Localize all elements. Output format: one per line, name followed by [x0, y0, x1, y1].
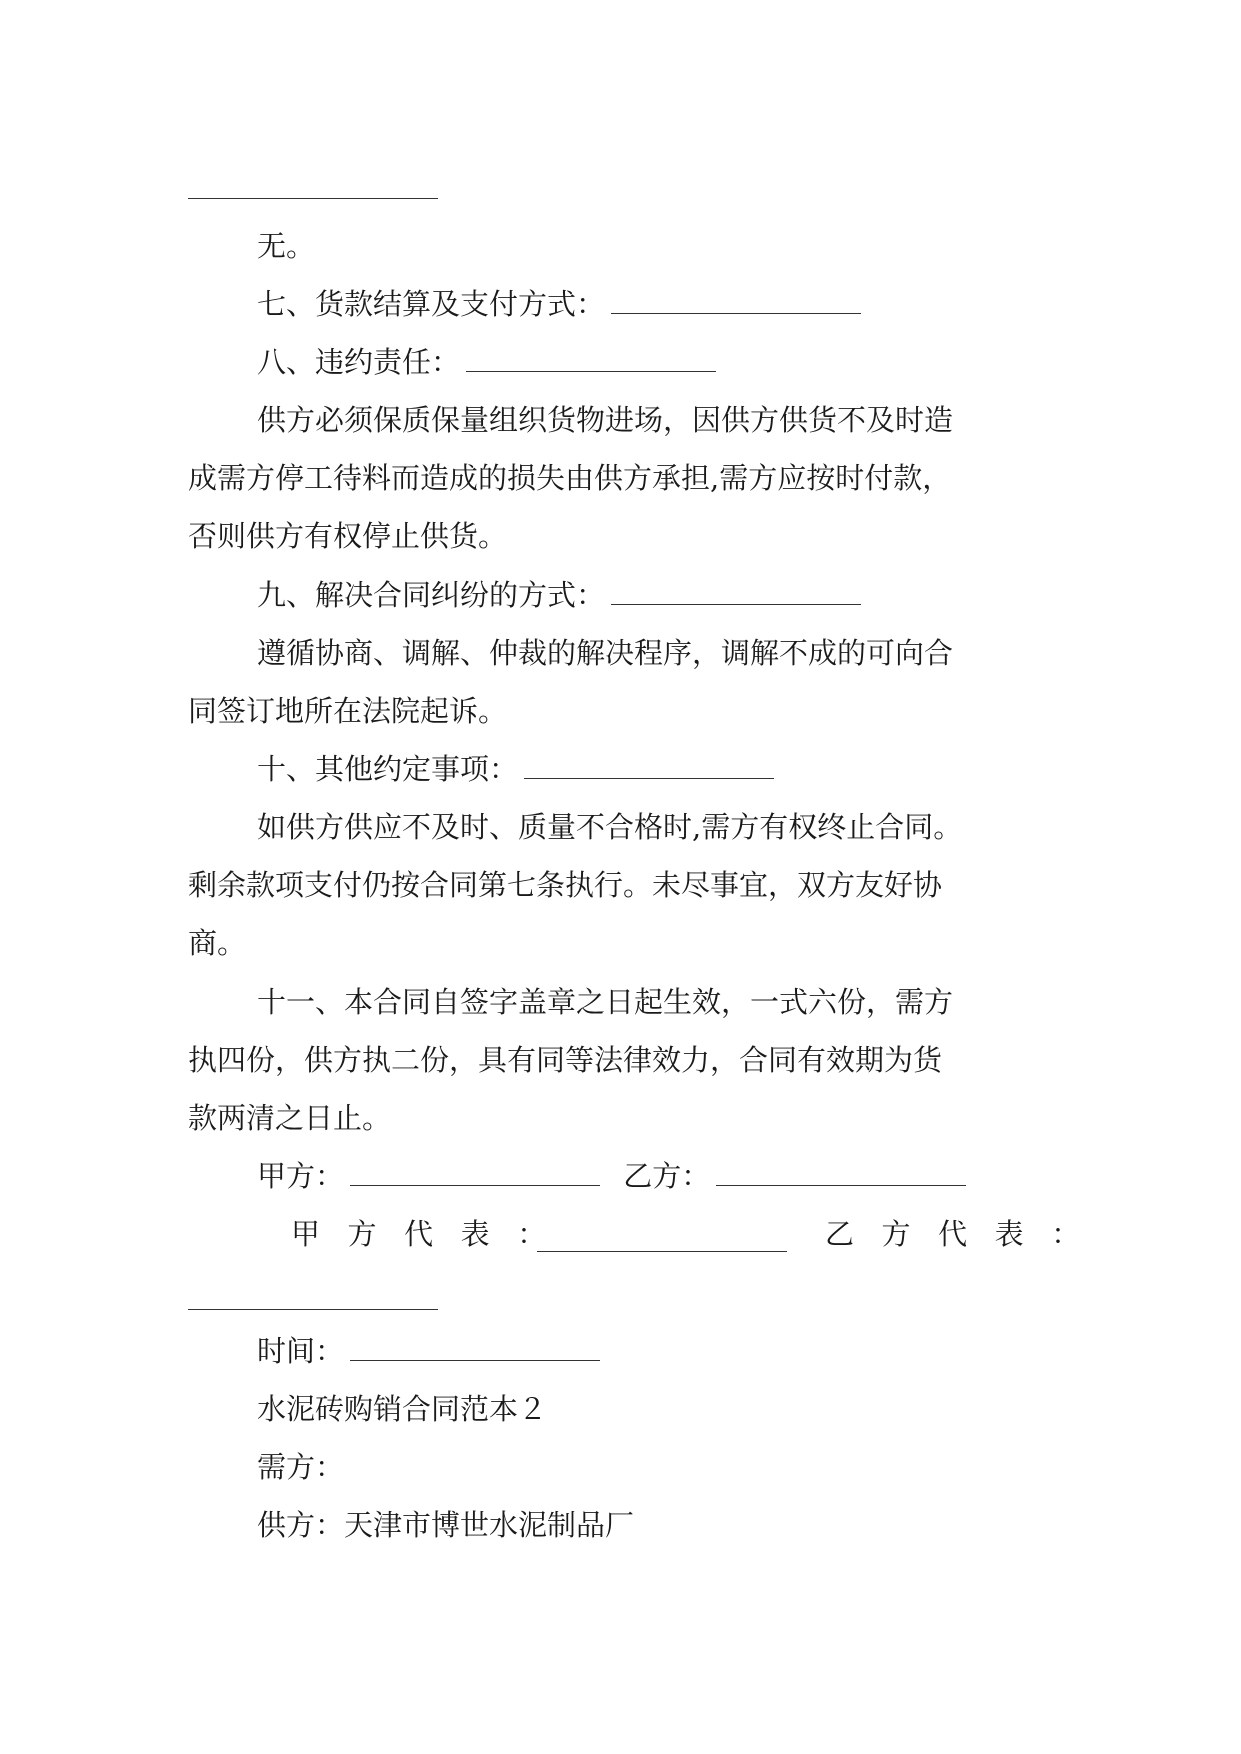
party-b-blank	[716, 1161, 966, 1186]
rep-b-label: 乙方代表：	[825, 1217, 1108, 1251]
para-4-line-2: 执四份，供方执二份，具有同等法律效力，合同有效期为货	[188, 1043, 943, 1077]
text-wu-label: 无。	[257, 229, 316, 263]
para-4-line-1: 十一、本合同自签字盖章之日起生效，一式六份，需方	[257, 985, 954, 1019]
party-a-blank	[350, 1161, 600, 1186]
rep-a-label: 甲方代表：	[291, 1217, 574, 1251]
para-2-line-1: 遵循协商、调解、仲裁的解决程序，调解不成的可向合	[257, 636, 954, 670]
para-1-line-3: 否则供方有权停止供货。	[188, 519, 508, 553]
para-4-line-3: 款两清之日止。	[188, 1101, 392, 1135]
buyer-line: 需方：	[257, 1450, 345, 1484]
clause-8-blank	[466, 347, 716, 372]
para-2-line-2: 同签订地所在法院起诉。	[188, 694, 508, 728]
clause-10-blank	[524, 754, 774, 779]
rep-b-blank	[188, 1309, 438, 1310]
rep-b	[825, 1214, 1108, 1254]
para-3-line-1: 如供方供应不及时、质量不合格时,需方有权终止合同。	[257, 810, 963, 844]
party-line	[257, 1156, 966, 1196]
clause-7	[257, 284, 861, 324]
party-a-label: 甲方：	[257, 1159, 345, 1193]
time-label: 时间：	[257, 1334, 345, 1368]
clause-10-label: 十、其他约定事项：	[257, 752, 519, 786]
contract-title-2: 水泥砖购销合同范本２	[257, 1392, 548, 1426]
rep-a-blank	[537, 1251, 787, 1252]
blank-line-top	[188, 198, 438, 199]
clause-9	[257, 575, 861, 615]
time-blank	[350, 1336, 600, 1361]
clause-8	[257, 342, 716, 382]
text-wu	[257, 226, 315, 266]
clause-7-label: 七、货款结算及支付方式：	[257, 287, 606, 321]
clause-9-blank	[611, 580, 861, 605]
para-3-line-3: 商。	[188, 926, 247, 960]
clause-8-label: 八、违约责任：	[257, 345, 461, 379]
time-line	[257, 1331, 600, 1371]
party-b-label: 乙方：	[623, 1159, 711, 1193]
para-3-line-2: 剩余款项支付仍按合同第七条执行。未尽事宜，双方友好协	[188, 868, 943, 902]
rep-a	[291, 1214, 574, 1254]
clause-10	[257, 749, 774, 789]
para-1-line-1: 供方必须保质保量组织货物进场，因供方供货不及时造	[257, 403, 954, 437]
para-1-line-2: 成需方停工待料而造成的损失由供方承担,需方应按时付款，	[188, 461, 952, 495]
clause-7-blank	[611, 289, 861, 314]
clause-9-label: 九、解决合同纠纷的方式：	[257, 578, 606, 612]
supplier-line: 供方：天津市博世水泥制品厂	[257, 1508, 635, 1542]
